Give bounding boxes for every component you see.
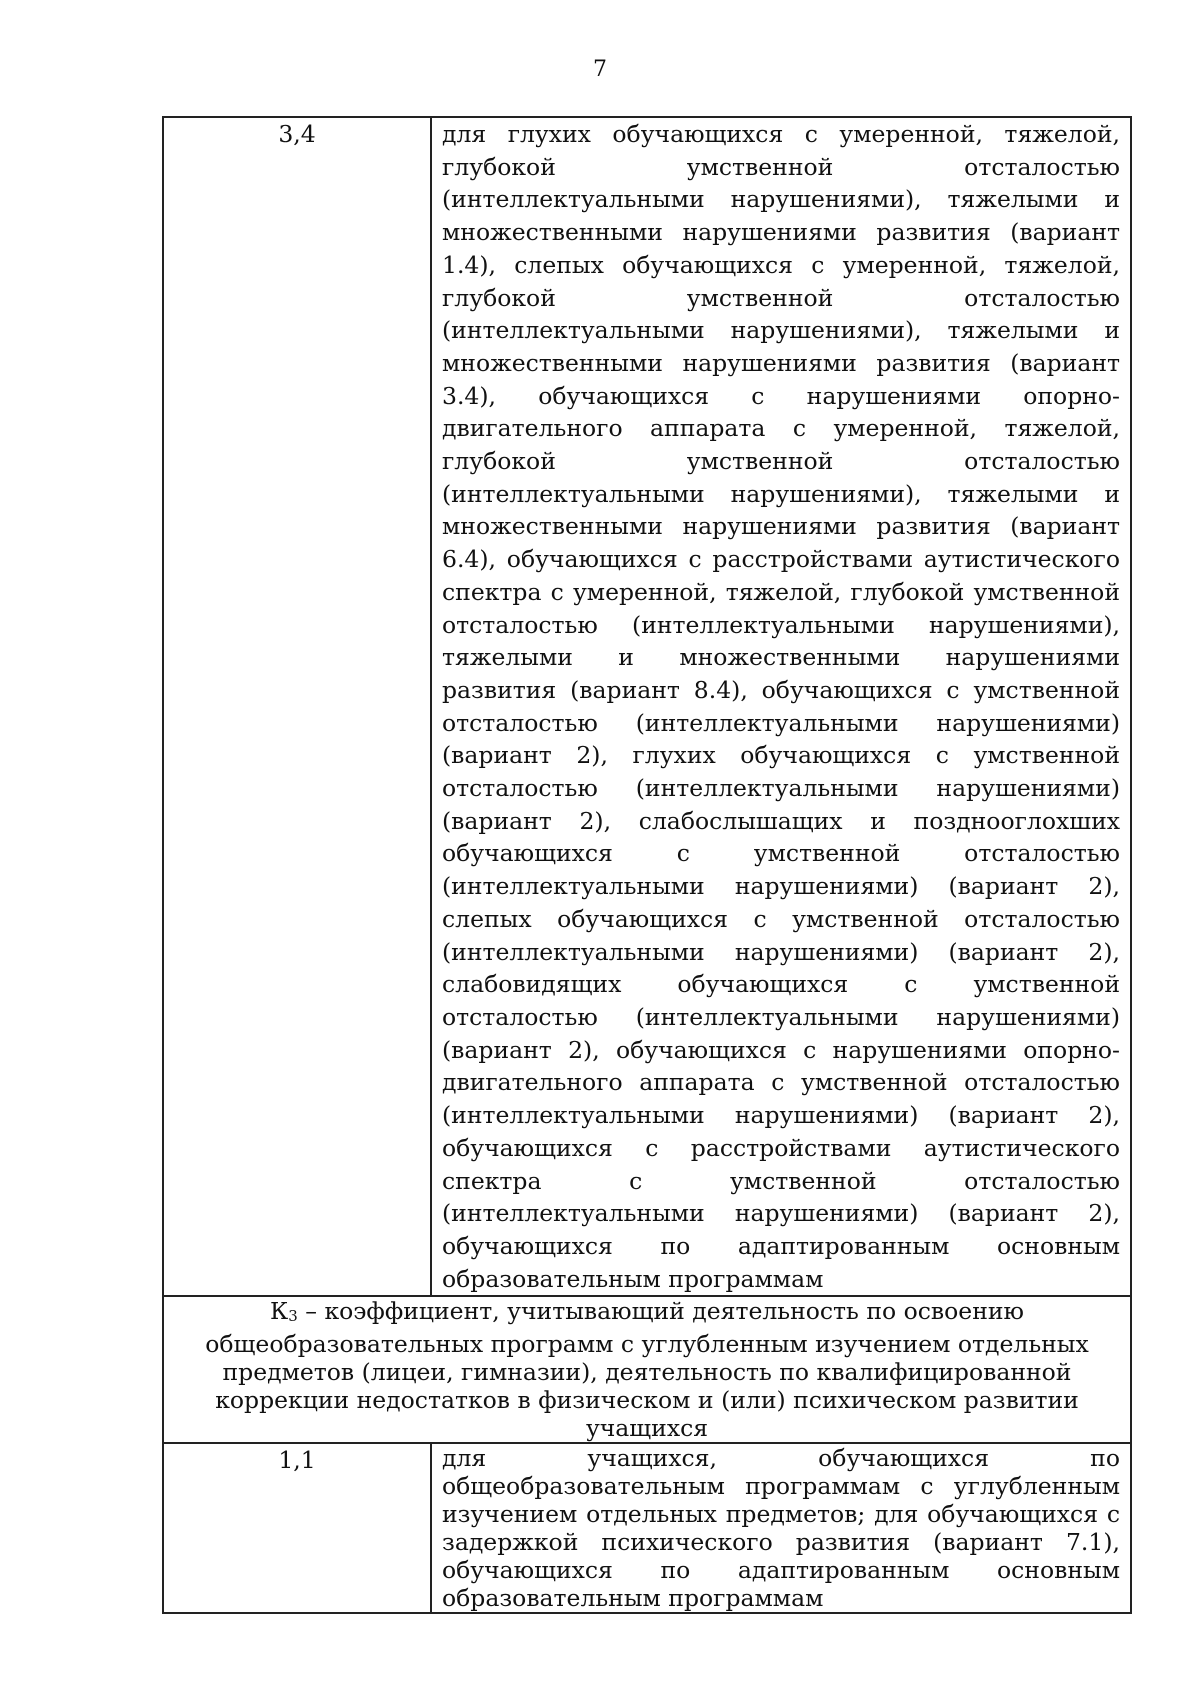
description-cell: для учащихся, обучающихся по общеобразовательным программам с углубленным изучением отдельных предметов; для обучающихся с задержкой психического развития (вариант 7.1), обучающихся по адаптированным основным образовательным программам	[431, 1443, 1131, 1613]
coefficient-subscript: 3	[288, 1307, 298, 1326]
section-header-text: – коэффициент, учитывающий деятельность по освоению общеобразовательных программ с углубленным изучением отдельных предметов (лицеи, гимназии), деятельность по квалифицированной коррекции недостатков в физическом и (или) психическом развитии учащихся	[205, 1297, 1089, 1443]
table-row	[163, 117, 1131, 1296]
coefficient-cell: 1,1	[163, 1443, 431, 1613]
description-cell: для глухих обучающихся с умеренной, тяжелой, глубокой умственной отсталостью (интеллектуальными нарушениями), тяжелыми и множественными нарушениями развития (вариант 1.4), слепых обучающихся с умеренной, тяжелой, глубокой умственной отсталостью (интеллектуальными нарушениями), тяжелыми и множественными нарушениями развития (вариант 3.4), обучающихся с нарушениями опорно-двигательного аппарата с умеренной, тяжелой, глубокой умственной отсталостью (интеллектуальными нарушениями), тяжелыми и множественными нарушениями развития (вариант 6.4), обучающихся с расстройствами аутистического спектра с умеренной, тяжелой, глубокой умственной отсталостью (интеллектуальными нарушениями), тяжелыми и множественными нарушениями развития (вариант 8.4), обучающихся с умственной отсталостью (интеллектуальными нарушениями) (вариант 2), глухих обучающихся с умственной отсталостью (интеллектуальными нарушениями) (вариант 2), слабослышащих и позднооглохших обучающихся с умственной отсталостью (интеллектуальными нарушениями) (вариант 2), слепых обучающихся с умственной отсталостью (интеллектуальными нарушениями) (вариант 2), слабовидящих обучающихся с умственной отсталостью (интеллектуальными нарушениями) (вариант 2), обучающихся с нарушениями опорно-двигательного аппарата с умственной отсталостью (интеллектуальными нарушениями) (вариант 2), обучающихся с расстройствами аутистического спектра с умственной отсталостью (интеллектуальными нарушениями) (вариант 2), обучающихся по адаптированным основным образовательным программам	[431, 117, 1131, 1296]
coefficient-symbol: К	[270, 1297, 289, 1326]
section-header-row	[163, 1296, 1131, 1443]
page-number: 7	[593, 57, 607, 82]
coefficient-table	[162, 116, 1132, 1614]
coefficient-cell: 3,4	[163, 117, 431, 1296]
table-row	[163, 1443, 1131, 1613]
section-header-cell	[163, 1296, 1131, 1443]
